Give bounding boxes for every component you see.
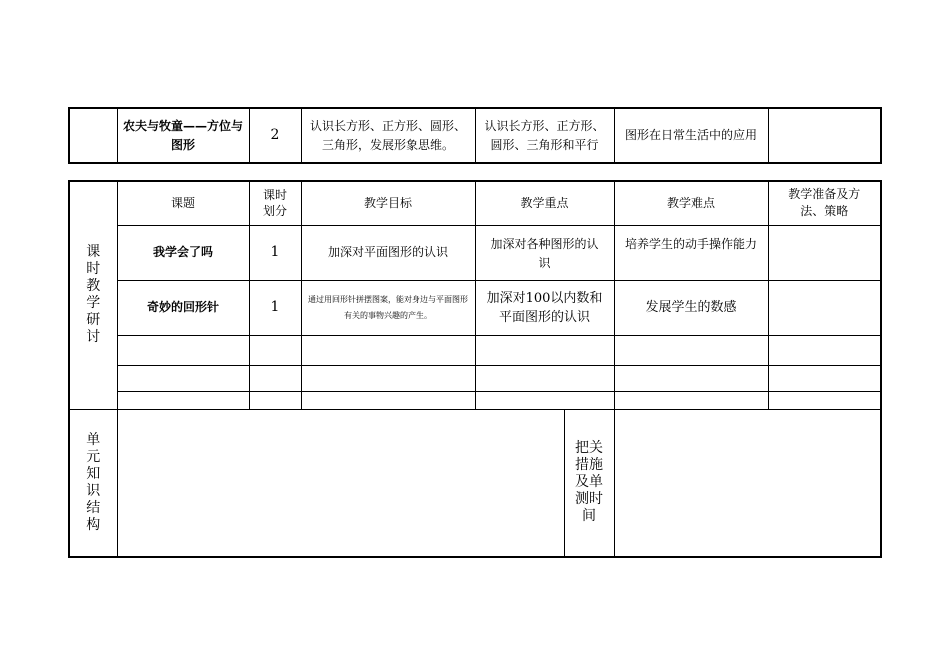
row1-hours: 1 bbox=[249, 225, 301, 280]
top-table bbox=[68, 107, 882, 164]
row1-key-point: 加深对各种图形的认识 bbox=[475, 225, 614, 280]
table-row bbox=[69, 391, 881, 409]
empty-cell bbox=[117, 335, 249, 365]
header-difficulty: 教学难点 bbox=[614, 181, 768, 225]
section-label-measures: 把关措施及单测时间 bbox=[575, 440, 603, 525]
unit-structure-content bbox=[117, 409, 564, 557]
empty-cell bbox=[301, 365, 475, 391]
table-row bbox=[69, 365, 881, 391]
empty-cell bbox=[768, 335, 881, 365]
empty-cell bbox=[249, 391, 301, 409]
row1-topic: 我学会了吗 bbox=[117, 225, 249, 280]
row2-topic: 奇妙的回形针 bbox=[117, 280, 249, 335]
empty-cell bbox=[301, 391, 475, 409]
measures-label-cell bbox=[564, 409, 614, 557]
header-hours: 课时划分 bbox=[249, 181, 301, 225]
measures-content bbox=[614, 409, 881, 557]
empty-cell bbox=[614, 335, 768, 365]
hours-cell: 2 bbox=[249, 108, 301, 163]
table-row bbox=[69, 280, 881, 335]
empty-cell bbox=[768, 365, 881, 391]
section-label-unit-structure: 单元知识结构 bbox=[86, 431, 101, 533]
table-row bbox=[69, 108, 881, 163]
row1-goal: 加深对平面图形的认识 bbox=[301, 225, 475, 280]
header-topic: 课题 bbox=[117, 181, 249, 225]
row1-difficulty: 培养学生的动手操作能力 bbox=[614, 225, 768, 280]
unit-structure-label-cell bbox=[69, 409, 117, 557]
header-key-point: 教学重点 bbox=[475, 181, 614, 225]
empty-cell bbox=[475, 391, 614, 409]
key-point-cell: 认识长方形、正方形、圆形、三角形和平行 bbox=[475, 108, 614, 163]
empty-cell bbox=[301, 335, 475, 365]
header-row bbox=[69, 181, 881, 225]
empty-cell bbox=[475, 335, 614, 365]
difficulty-cell: 图形在日常生活中的应用 bbox=[614, 108, 768, 163]
row1-prep bbox=[768, 225, 881, 280]
row2-goal: 通过用回形针拼摆图案，能对身边与平面图形有关的事物兴趣的产生。 bbox=[301, 280, 475, 335]
row2-key-point: 加深对100以内数和平面图形的认识 bbox=[475, 280, 614, 335]
empty-cell bbox=[614, 365, 768, 391]
unit-structure-row bbox=[69, 409, 881, 557]
main-table bbox=[68, 180, 882, 558]
empty-cell bbox=[249, 365, 301, 391]
section-label-research: 课时教学研讨 bbox=[86, 244, 101, 346]
empty-cell bbox=[475, 365, 614, 391]
research-label-cell bbox=[69, 181, 117, 409]
empty-cell bbox=[768, 391, 881, 409]
header-goal: 教学目标 bbox=[301, 181, 475, 225]
header-prep: 教学准备及方法、策略 bbox=[768, 181, 881, 225]
empty-cell bbox=[117, 365, 249, 391]
row2-hours: 1 bbox=[249, 280, 301, 335]
row2-prep bbox=[768, 280, 881, 335]
empty-cell bbox=[249, 335, 301, 365]
empty-cell bbox=[69, 108, 117, 163]
prep-cell bbox=[768, 108, 881, 163]
table-row bbox=[69, 335, 881, 365]
goal-cell: 认识长方形、正方形、圆形、三角形，发展形象思维。 bbox=[301, 108, 475, 163]
empty-cell bbox=[614, 391, 768, 409]
table-row bbox=[69, 225, 881, 280]
row2-difficulty: 发展学生的数感 bbox=[614, 280, 768, 335]
topic-cell: 农夫与牧童——方位与图形 bbox=[117, 108, 249, 163]
empty-cell bbox=[117, 391, 249, 409]
